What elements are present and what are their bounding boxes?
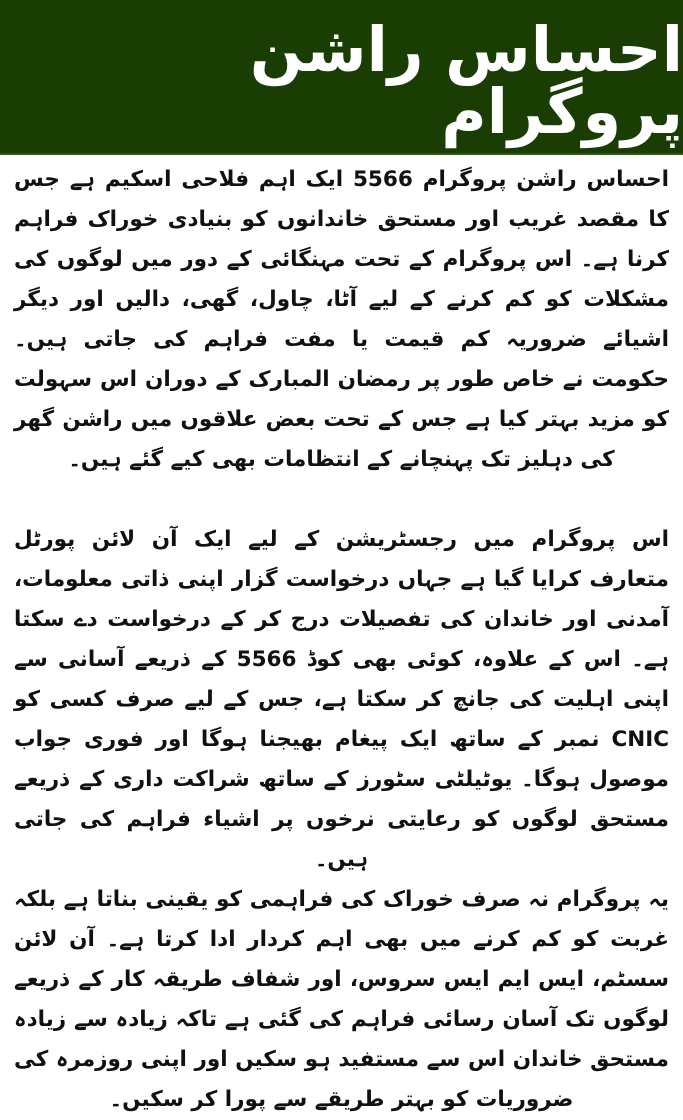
paragraph-registration: اس پروگرام میں رجسٹریشن کے لیے ایک آن لائن پورٹل متعارف کرایا گیا ہے جہاں درخواست گزار اپنی ذاتی معلومات، آمدنی اور خاندان کی تفصیلات درج کر کے درخواست دے سکتا ہے۔ اس کے علاوہ، کوئی بھی کوڈ 5566 کے ذریعے آسانی سے اپنی اہلیت کی جانچ کر سکتا ہے، جس کے لیے صرف کسی کو CNIC نمبر کے ساتھ ایک پیغام بھیجنا ہوگا اور فوری جواب موصول ہوگا۔ یوٹیلٹی سٹورز کے ساتھ شراکت داری کے ذریعے مستحق لوگوں کو رعایتی نرخوں پر اشیاء فراہم کی جاتی ہیں۔ — [14, 527, 669, 872]
paragraph-intro: احساس راشن پروگرام 5566 ایک اہم فلاحی اسکیم ہے جس کا مقصد غریب اور مستحق خاندانوں کو بنیادی خوراک فراہم کرنا ہے۔ اس پروگرام کے تحت مہنگائی کے دور میں لوگوں کی مشکلات کو کم کرنے کے لیے آٹا، چاول، گھی، دالیں اور دیگر اشیائے ضروریہ کم قیمت یا مفت فراہم کی جاتی ہیں۔ حکومت نے خاص طور پر رمضان المبارک کے دوران اس سہولت کو مزید بہتر کیا ہے جس کے تحت بعض علاقوں میں راشن گھر کی دہلیز تک پہنچانے کے انتظامات بھی کیے گئے ہیں۔ — [14, 167, 669, 472]
header-banner — [0, 0, 683, 155]
page-title: احساس راشن پروگرام — [249, 12, 683, 148]
paragraph-impact: یہ پروگرام نہ صرف خوراک کی فراہمی کو یقینی بناتا ہے بلکہ غربت کو کم کرنے میں بھی اہم کردار ادا کرتا ہے۔ آن لائن سسٹم، ایس ایم ایس سروس، اور شفاف طریقہ کار کے ذریعے لوگوں تک آسان رسائی فراہم کی گئی ہے تاکہ زیادہ سے زیادہ مستحق خاندان اس سے مستفید ہو سکیں اور اپنی روزمرہ کی ضروریات کو بہتر طریقے سے پورا کر سکیں۔ — [14, 887, 669, 1112]
article-body — [14, 160, 669, 1120]
